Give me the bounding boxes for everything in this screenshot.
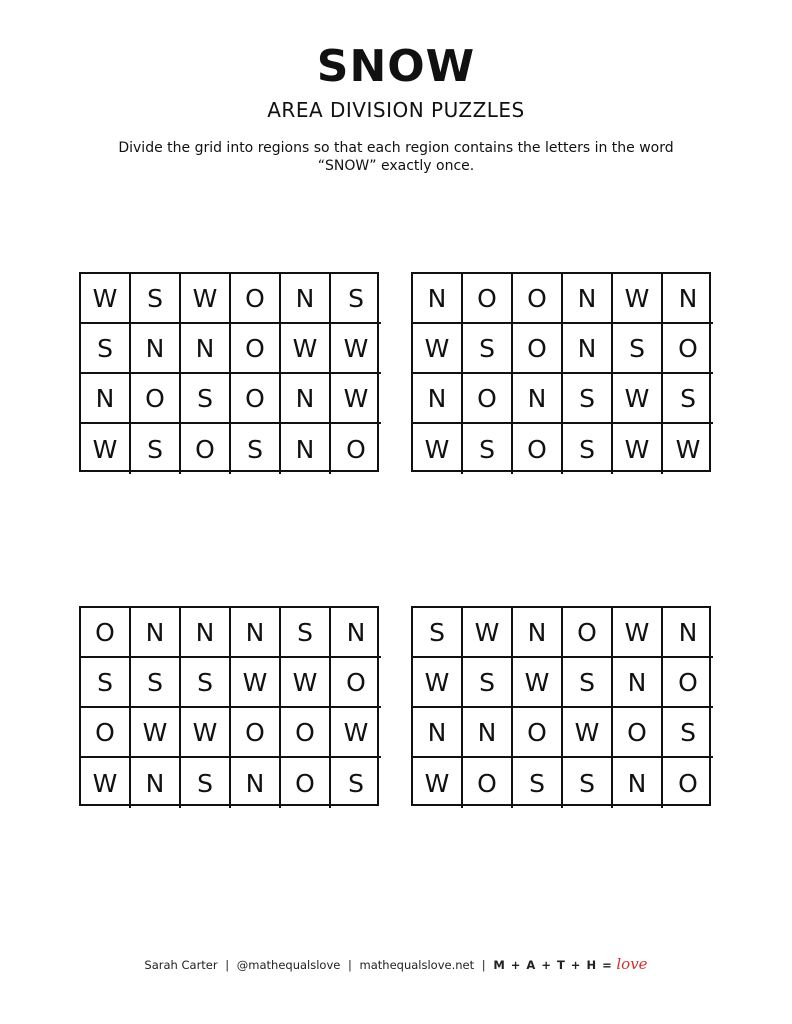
- grid-cell: N: [181, 324, 231, 374]
- grid-cell: W: [675, 434, 701, 464]
- footer-separator: |: [481, 958, 486, 972]
- grid-cell: S: [663, 708, 713, 758]
- grid-cell: N: [281, 374, 331, 424]
- grid-cell: S: [81, 324, 131, 374]
- grid-cell: W: [281, 658, 331, 708]
- grid-cell: S: [613, 324, 663, 374]
- grid-cell: W: [181, 274, 231, 324]
- grid-cell: S: [181, 658, 231, 708]
- grid-cell: W: [81, 274, 131, 324]
- grid-cell: O: [231, 324, 281, 374]
- puzzle-grid-3: [79, 606, 379, 806]
- grid-cell: S: [563, 658, 613, 708]
- grid-cell: N: [563, 274, 613, 324]
- grid-cell: W: [563, 708, 613, 758]
- grid-cell: N: [663, 274, 713, 324]
- grid-cell: O: [663, 658, 713, 708]
- grid-cell: N: [281, 274, 331, 324]
- grid-cell: W: [331, 374, 381, 424]
- grid-cell: O: [231, 374, 281, 424]
- footer-separator: |: [225, 958, 230, 972]
- footer-site: mathequalslove.net: [359, 958, 475, 972]
- grid-cell: W: [131, 708, 181, 758]
- footer-author: Sarah Carter: [144, 958, 218, 972]
- grid-cell: S: [563, 424, 613, 474]
- grid-cell: S: [131, 274, 181, 324]
- grid-cell: W: [413, 324, 463, 374]
- grid-cell: S: [663, 374, 713, 424]
- grid-cell: O: [281, 758, 331, 808]
- grid-cell: N: [413, 374, 463, 424]
- grid-cell: N: [513, 608, 563, 658]
- grid-cell: N: [131, 758, 181, 808]
- puzzle-grid-2: [411, 272, 711, 472]
- grid-cell: N: [513, 374, 563, 424]
- grid-cell: W: [413, 424, 463, 474]
- grid-cell: N: [281, 424, 331, 474]
- grid-cell: S: [181, 374, 231, 424]
- grid-cell: O: [463, 274, 513, 324]
- grid-cell: N: [413, 274, 463, 324]
- grid-cell: W: [331, 708, 381, 758]
- footer: [0, 956, 792, 973]
- grid-cell: O: [463, 758, 513, 808]
- grid-cell: O: [281, 708, 331, 758]
- grid-cell: S: [463, 324, 513, 374]
- page-title: SNOW: [316, 41, 476, 92]
- grid-cell: W: [413, 658, 463, 708]
- grid-cell: N: [131, 608, 181, 658]
- grid-cell: W: [81, 424, 131, 474]
- grid-cell: O: [81, 608, 131, 658]
- footer-handle: @mathequalslove: [236, 958, 341, 972]
- grid-cell: S: [348, 768, 364, 798]
- grid-cell: W: [81, 758, 131, 808]
- grid-cell: S: [131, 424, 181, 474]
- grid-cell: O: [346, 434, 366, 464]
- grid-cell: W: [181, 708, 231, 758]
- grid-cell: O: [463, 374, 513, 424]
- grid-cell: O: [513, 274, 563, 324]
- grid-cell: W: [413, 758, 463, 808]
- grid-cell: O: [513, 324, 563, 374]
- puzzle-grid-4: [411, 606, 711, 806]
- grid-cell: O: [663, 324, 713, 374]
- grid-cell: N: [231, 608, 281, 658]
- grid-cell: S: [231, 424, 281, 474]
- grid-cell: N: [663, 608, 713, 658]
- grid-cell: O: [231, 274, 281, 324]
- grid-cell: W: [231, 658, 281, 708]
- grid-cell: N: [563, 324, 613, 374]
- grid-cell: N: [131, 324, 181, 374]
- grid-cell: W: [613, 608, 663, 658]
- grid-cell: N: [231, 758, 281, 808]
- grid-cell: W: [613, 374, 663, 424]
- grid-cell: O: [231, 708, 281, 758]
- grid-cell: S: [331, 274, 381, 324]
- puzzle-grid-1: [79, 272, 379, 472]
- grid-cell: W: [613, 274, 663, 324]
- grid-cell: W: [513, 658, 563, 708]
- grid-cell: W: [613, 424, 663, 474]
- footer-love-logo: love: [616, 955, 648, 973]
- grid-cell: W: [463, 608, 513, 658]
- grid-cell: W: [281, 324, 331, 374]
- instructions: Divide the grid into regions so that each region contains the letters in the word “SNOW” exactly once.: [118, 140, 674, 174]
- grid-cell: N: [613, 658, 663, 708]
- grid-cell: N: [81, 374, 131, 424]
- grid-cell: O: [131, 374, 181, 424]
- grid-cell: O: [613, 708, 663, 758]
- grid-cell: N: [613, 758, 663, 808]
- grid-cell: O: [181, 424, 231, 474]
- grid-cell: N: [331, 608, 381, 658]
- grid-cell: S: [81, 658, 131, 708]
- grid-cell: W: [331, 324, 381, 374]
- grid-cell: O: [513, 708, 563, 758]
- page-subtitle: AREA DIVISION PUZZLES: [267, 98, 525, 122]
- grid-cell: O: [81, 708, 131, 758]
- grid-cell: S: [463, 658, 513, 708]
- grid-cell: S: [563, 758, 613, 808]
- grid-cell: S: [181, 758, 231, 808]
- grid-cell: O: [563, 608, 613, 658]
- grid-cell: S: [413, 608, 463, 658]
- footer-brand: M + A + T + H =: [493, 958, 613, 972]
- footer-separator: |: [348, 958, 352, 972]
- grid-cell: O: [331, 658, 381, 708]
- grid-cell: S: [513, 758, 563, 808]
- grid-cell: O: [513, 424, 563, 474]
- grid-cell: S: [281, 608, 331, 658]
- grid-cell: N: [181, 608, 231, 658]
- grid-cell: S: [131, 658, 181, 708]
- grid-cell: S: [563, 374, 613, 424]
- grid-cell: S: [463, 424, 513, 474]
- grid-cell: O: [678, 768, 698, 798]
- grid-cell: N: [463, 708, 513, 758]
- grid-cell: N: [413, 708, 463, 758]
